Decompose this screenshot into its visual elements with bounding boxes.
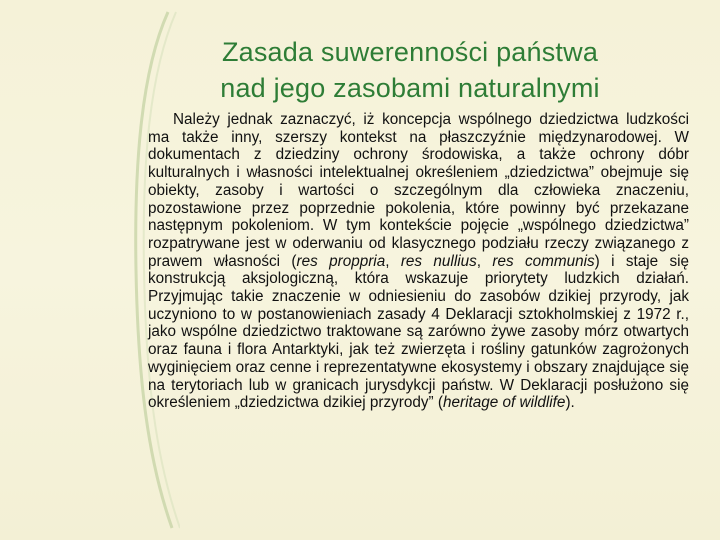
paragraph-run: ,	[385, 252, 401, 270]
italic-term: heritage of wildlife	[442, 394, 566, 412]
italic-term: res nullius	[400, 252, 477, 270]
title-line-2: nad jego zasobami naturalnymi	[220, 73, 600, 103]
title-line-1: Zasada suwerenności państwa	[221, 37, 599, 67]
slide-title	[120, 34, 700, 106]
italic-term: res communis	[492, 252, 595, 270]
paragraph-run: ) i staje się konstrukcją aksjologiczną, która wskazuje priorytety ludzkich działań. Przyjmując takie znaczenie w odniesieniu do zasobów dzikiej przyrody, jak uczyniono to w postanowieniach zasady 4 Deklaracji sztokholmskiej z 1972 r., jako wspólne dziedzictwo traktowane są zarówno żywe zasoby mórz otwartych oraz fauna i flora Antarktyki, jak też zwierzęta i rośliny gatunków zagrożonych wyginięciem oraz cenne i reprezentatywne ekosystemy i obszary znajdujące się na terytoriach lub w granicach jurysdykcji państw. W Deklaracji posłużono się określeniem „dziedzictwa dzikiej przyrody” (	[148, 252, 690, 412]
italic-term: res proppria	[296, 252, 386, 270]
paragraph-run: ).	[565, 394, 575, 412]
paragraph-run: Należy jednak zaznaczyć, iż koncepcja wspólnego dziedzictwa ludzkości ma także inny, szerszy kontekst na płaszczyźnie międzynarodowej. W dokumentach z dziedziny ochrony środowiska, a także ochrony dóbr kulturalnych i własności intelektualnej określeniem „dziedzictwa” obejmuje się obiekty, zasoby i wartości o szczególnym dla człowieka znaczeniu, pozostawione przez poprzednie pokolenia, które powinny być przekazane następnym pokoleniom. W tym kontekście pojęcie „wspólnego dziedzictwa” rozpatrywane jest w oderwaniu od klasycznego podziału rzeczy związanego z prawem własności (	[148, 111, 689, 270]
body-paragraph	[148, 111, 689, 412]
paragraph-run: ,	[476, 252, 493, 270]
